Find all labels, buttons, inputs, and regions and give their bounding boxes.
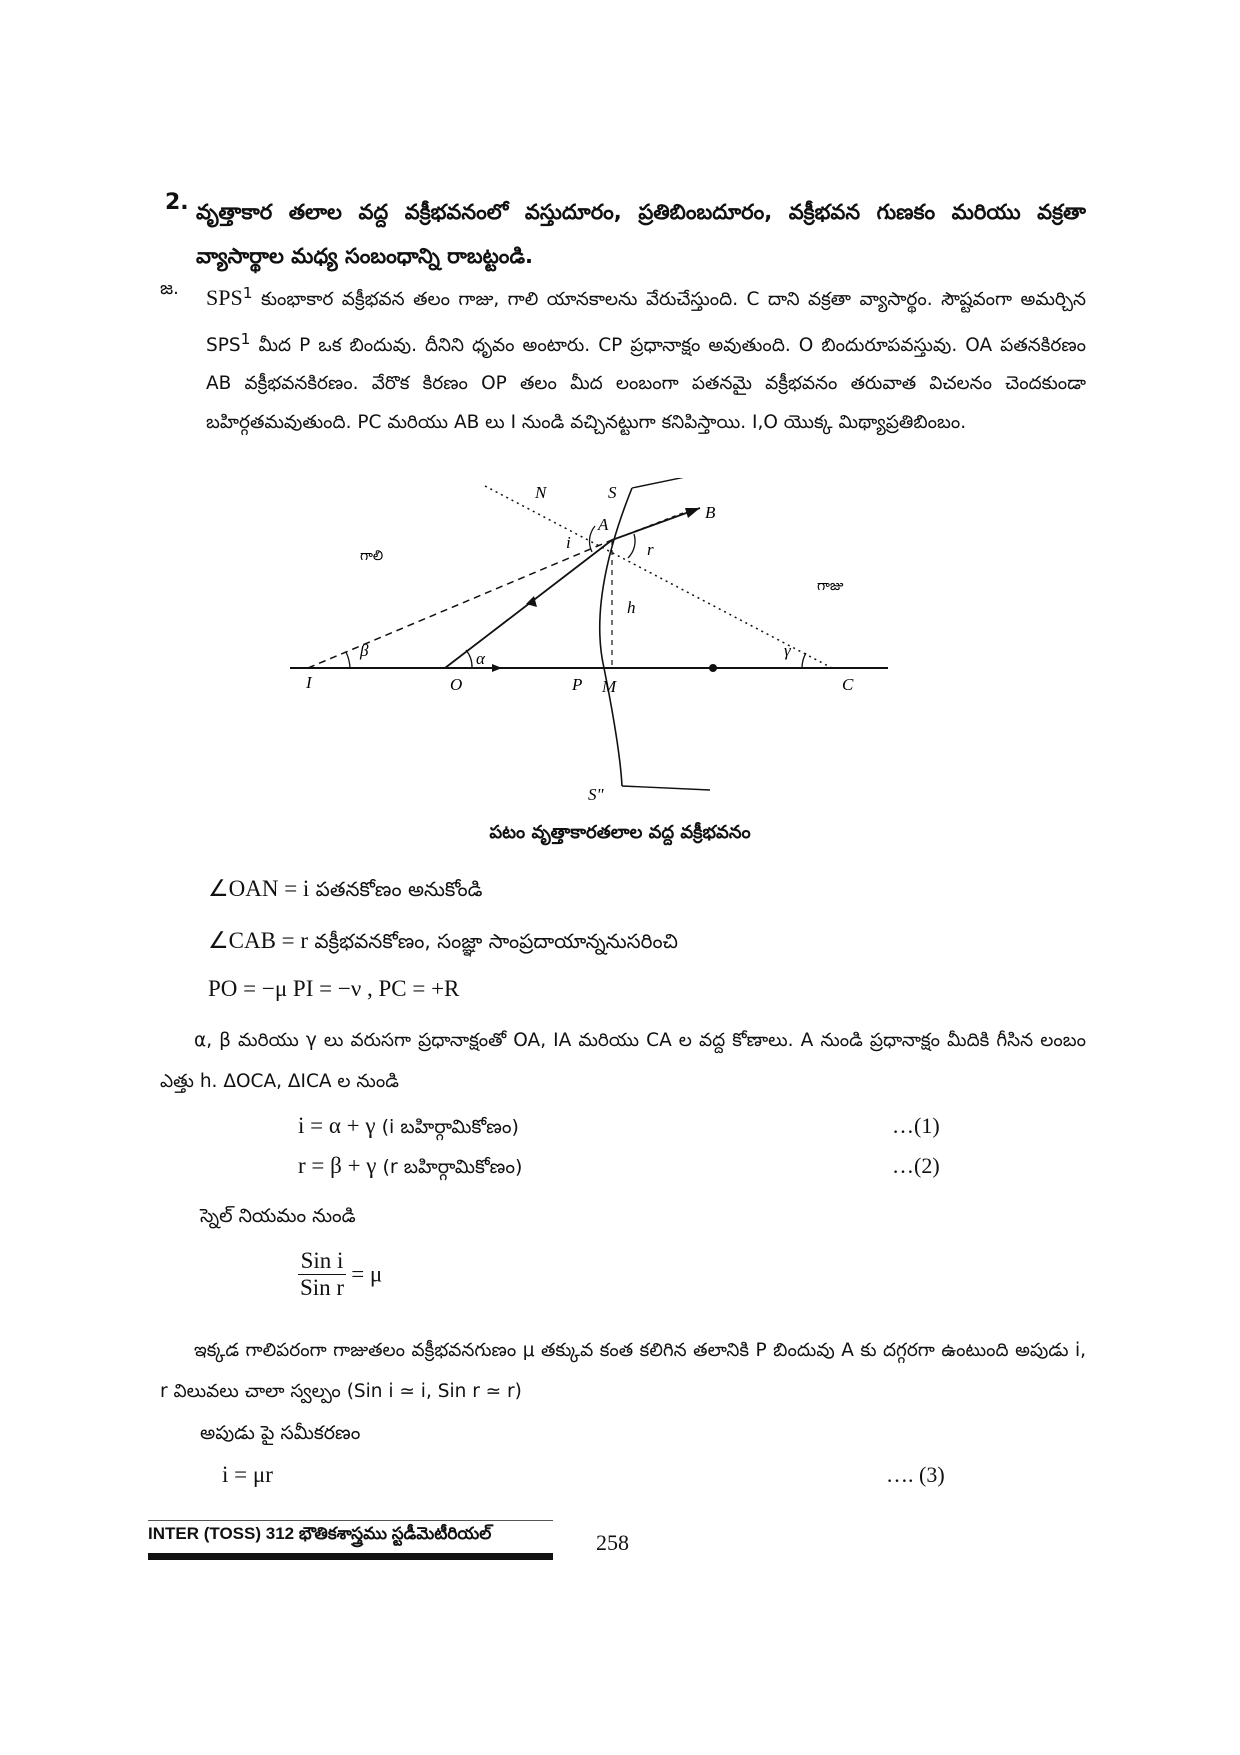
axis-dot xyxy=(709,664,717,672)
label-beta: β xyxy=(360,641,369,660)
snell-equation xyxy=(298,1248,382,1301)
label-angle-r: r xyxy=(647,540,654,559)
answer-text-1: కుంభాకార వక్రీభవన తలం గాజు, గాలి యానకాలను వేరుచేస్తుంది. C దాని వక్రతా వ్యాసార్థం. సౌష్టవంగా అమర్చిన SPS xyxy=(206,289,1086,356)
snell-intro: స్నెల్ నియమం నుండి xyxy=(200,1205,356,1227)
eq1-note: (i బహిర్గామికోణం) xyxy=(375,1116,519,1138)
def-oan-math: ∠OAN = i xyxy=(208,876,310,901)
arc-beta xyxy=(346,652,350,668)
label-alpha: α xyxy=(476,649,485,668)
answer-text-2: మీద P ఒక బిందువు. దీనిని ధృవం అంటారు. CP ప్రధానాక్షం అవుతుంది. O బిందురూపవస్తువు. OA పతనకిరణం AB వక్రీభవనకిరణం. వేరొక కిరణం OP తలం మీద లంబంగా పతనమై వక్రీభవనం తరువాత విచలనం చెందకుండా బహిర్గతమవుతుంది. PC మరియు AB లు I నుండి వచ్చినట్టుగా కనిపిస్తాయి. I,O యొక్క మిథ్యాప్రతిబింబం. xyxy=(206,334,1086,433)
final-equation: i = μr xyxy=(222,1462,273,1487)
eq2-lhs: r = β + γ xyxy=(298,1153,377,1178)
def-cab-text: వక్రీభవనకోణం, సంజ్ఞా సాంప్రదాయాన్ననుసరించి xyxy=(308,929,678,953)
label-angle-i: i xyxy=(566,533,571,552)
arc-r xyxy=(628,534,635,558)
label-o: O xyxy=(450,675,463,694)
label-s2: S" xyxy=(588,785,604,804)
final-intro: అపుడు పై సమీకరణం xyxy=(200,1422,361,1444)
eq1-lhs: i = α + γ xyxy=(298,1113,376,1138)
question-number: 2. xyxy=(165,190,189,215)
angles-paragraph: α, β మరియు γ లు వరుసగా ప్రధానాక్షంతో OA, IA మరియు CA ల వద్ద కోణాలు. A నుండి ప్రధానాక్షం మీదికి గీసిన లంబం ఎత్తు h. ΔOCA, ΔICA ల నుండి xyxy=(160,1030,1086,1092)
label-c: C xyxy=(842,675,854,694)
equation-2-number: …(2) xyxy=(892,1153,940,1178)
figure-caption: పటం వృత్తాకారతలాల వద్ద వక్రీభవనం xyxy=(489,822,751,843)
label-n: N xyxy=(535,483,547,502)
snell-denominator: Sin r xyxy=(300,1275,345,1300)
final-equation-number: …. (3) xyxy=(886,1462,945,1487)
glass-bottom-edge xyxy=(622,786,710,790)
question-text: వృత్తాకార తలాల వద్ద వక్రీభవనంలో వస్తుదూరం, ప్రతిబింబదూరం, వక్రీభవన గుణకం మరియు వక్రతా వ్యాసార్థాల మధ్య సంబంధాన్ని రాబట్టండి. xyxy=(196,200,1086,268)
label-p: P xyxy=(572,675,583,694)
equation-1 xyxy=(298,1113,519,1143)
dashed-ia xyxy=(308,540,612,668)
arc-i xyxy=(589,526,595,552)
def-cab-math: ∠CAB = r xyxy=(208,928,309,953)
label-a: A xyxy=(598,515,609,534)
label-i-point: I xyxy=(306,673,312,692)
footer-rule xyxy=(148,1520,553,1521)
answer-sup: 1 xyxy=(242,284,253,302)
sign-convention: PO = −μ PI = −ν , PC = +R xyxy=(208,976,460,1001)
answer-sup-2: 1 xyxy=(240,329,251,348)
label-b: B xyxy=(705,503,716,522)
answer-sps: SPS xyxy=(206,285,243,311)
label-s: S xyxy=(608,483,617,502)
answer-marker: జ. xyxy=(160,278,179,299)
axis-arrow-1 xyxy=(492,664,502,672)
def-oan-text: పతనకోణం అనుకోండి xyxy=(309,877,483,901)
label-gamma: γ xyxy=(784,641,791,660)
snell-rhs: = μ xyxy=(351,1261,383,1287)
normal-line xyxy=(485,486,832,668)
def-cab xyxy=(208,928,678,958)
label-m: M xyxy=(602,677,617,696)
refracted-arrow xyxy=(685,508,700,518)
eq2-note: (r బహిర్గామికోణం) xyxy=(376,1156,523,1178)
page-number: 258 xyxy=(596,1530,629,1555)
def-oan xyxy=(208,876,482,906)
arc-gamma xyxy=(802,653,806,668)
answer-paragraph xyxy=(206,274,1086,442)
equation-2 xyxy=(298,1153,522,1183)
arc-alpha xyxy=(466,650,472,668)
footer-bar xyxy=(148,1553,553,1560)
footer-title: INTER (TOSS) 312 భౌతికశాస్త్రము స్టడీమెటీరియల్ xyxy=(148,1524,492,1543)
equation-1-number: …(1) xyxy=(892,1113,940,1138)
snell-fraction xyxy=(298,1248,346,1301)
snell-numerator: Sin i xyxy=(298,1248,346,1275)
small-angle-paragraph: ఇక్కడ గాలిపరంగా గాజుతలం వక్రీభవనగుణం μ తక్కువ కంత కలిగిన తలానికి P బిందువు A కు దగ్గరగా ఉంటుంది అపుడు i, r విలువలు చాలా స్వల్పం (Sin i ≃ i, Sin r ≃ r) xyxy=(160,1340,1086,1402)
label-h: h xyxy=(627,598,636,617)
label-air: గాలి xyxy=(360,548,384,564)
label-glass: గాజు xyxy=(817,578,844,594)
glass-top-edge xyxy=(632,478,690,488)
refraction-diagram xyxy=(290,478,910,808)
